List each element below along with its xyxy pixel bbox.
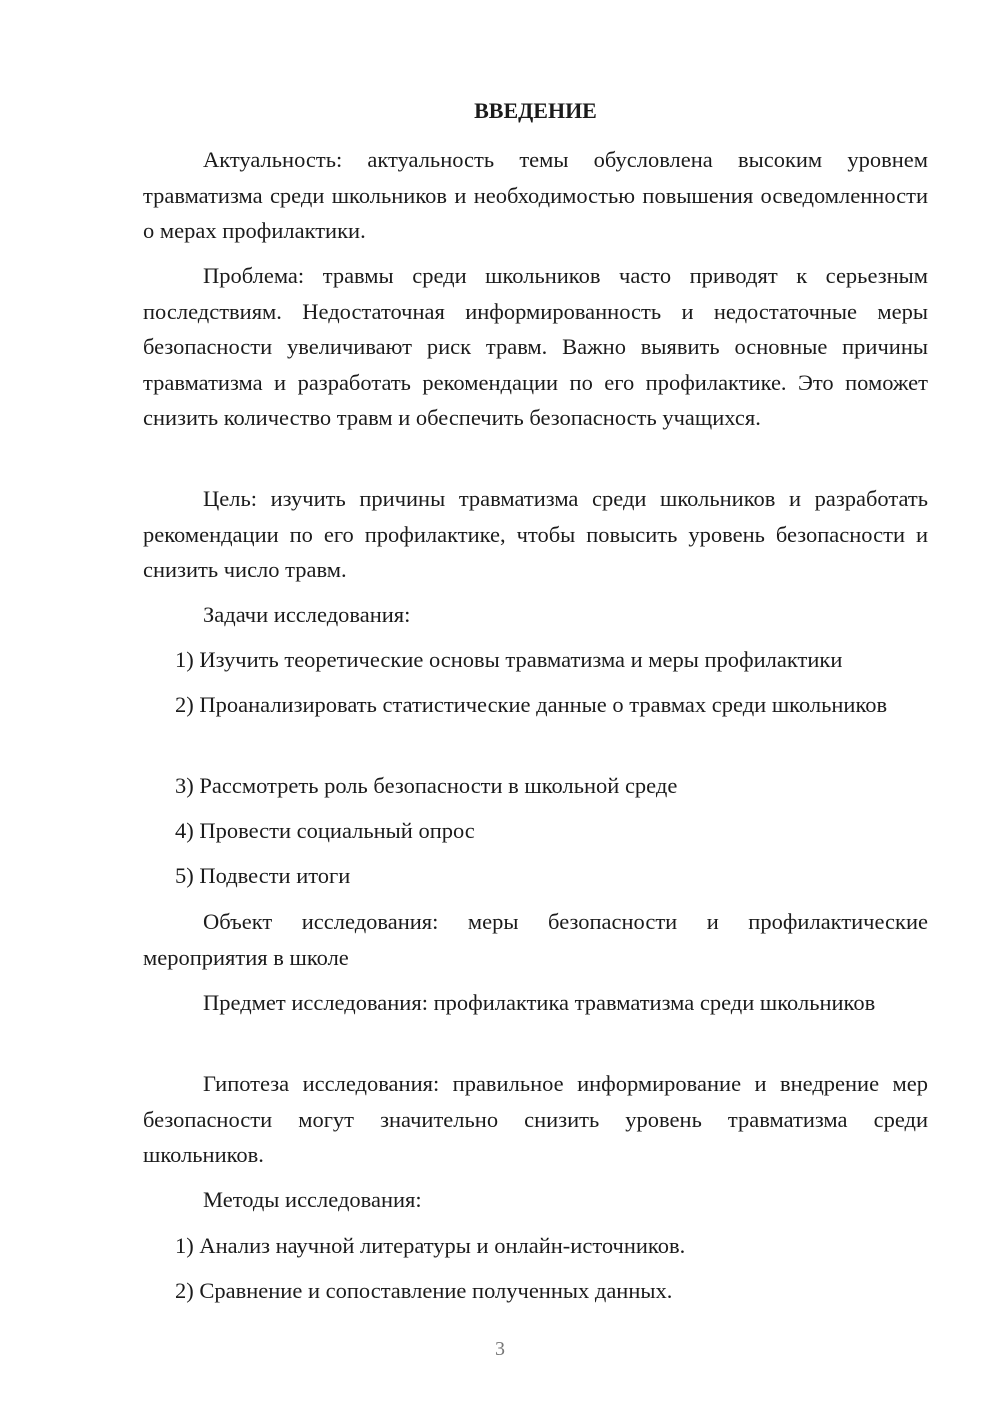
research-subject-paragraph: Предмет исследования: профилактика травматизма среди школьников: [203, 990, 876, 1015]
hypothesis-paragraph: Гипотеза исследования: правильное информирование и внедрение мер безопасности могут значительно снизить уровень травматизма среди школьников.: [143, 1071, 928, 1167]
task-item: 1) Изучить теоретические основы травматизма и меры профилактики: [175, 647, 843, 672]
problem-paragraph: Проблема: травмы среди школьников часто приводят к серьезным последствиям. Недостаточная информированность и недостаточные меры безопасности увеличивают риск травм. Важно выявить основные причины травматизма и разработать рекомендации по его профилактике. Это поможет снизить количество травм и обеспечить безопасность учащихся.: [143, 263, 928, 430]
task-item: 5) Подвести итоги: [175, 863, 351, 888]
task-item: 2) Проанализировать статистические данные о травмах среди школьников: [175, 692, 888, 717]
method-item: 1) Анализ научной литературы и онлайн-источников.: [175, 1233, 686, 1258]
task-item: 3) Рассмотреть роль безопасности в школьной среде: [175, 773, 678, 798]
goal-paragraph: Цель: изучить причины травматизма среди школьников и разработать рекомендации по его профилактике, чтобы повысить уровень безопасности и снизить число травм.: [143, 486, 928, 582]
tasks-heading: Задачи исследования:: [203, 602, 411, 627]
page-number: 3: [495, 1338, 505, 1360]
research-object-paragraph: Объект исследования: меры безопасности и профилактические мероприятия в школе: [143, 909, 928, 970]
relevance-paragraph: Актуальность: актуальность темы обусловлена высоким уровнем травматизма среди школьников и необходимостью повышения осведомленности о мерах профилактики.: [143, 147, 928, 243]
methods-heading: Методы исследования:: [203, 1187, 422, 1212]
method-item: 2) Сравнение и сопоставление полученных данных.: [175, 1278, 673, 1303]
task-item: 4) Провести социальный опрос: [175, 818, 475, 843]
section-title: ВВЕДЕНИЕ: [474, 98, 597, 123]
